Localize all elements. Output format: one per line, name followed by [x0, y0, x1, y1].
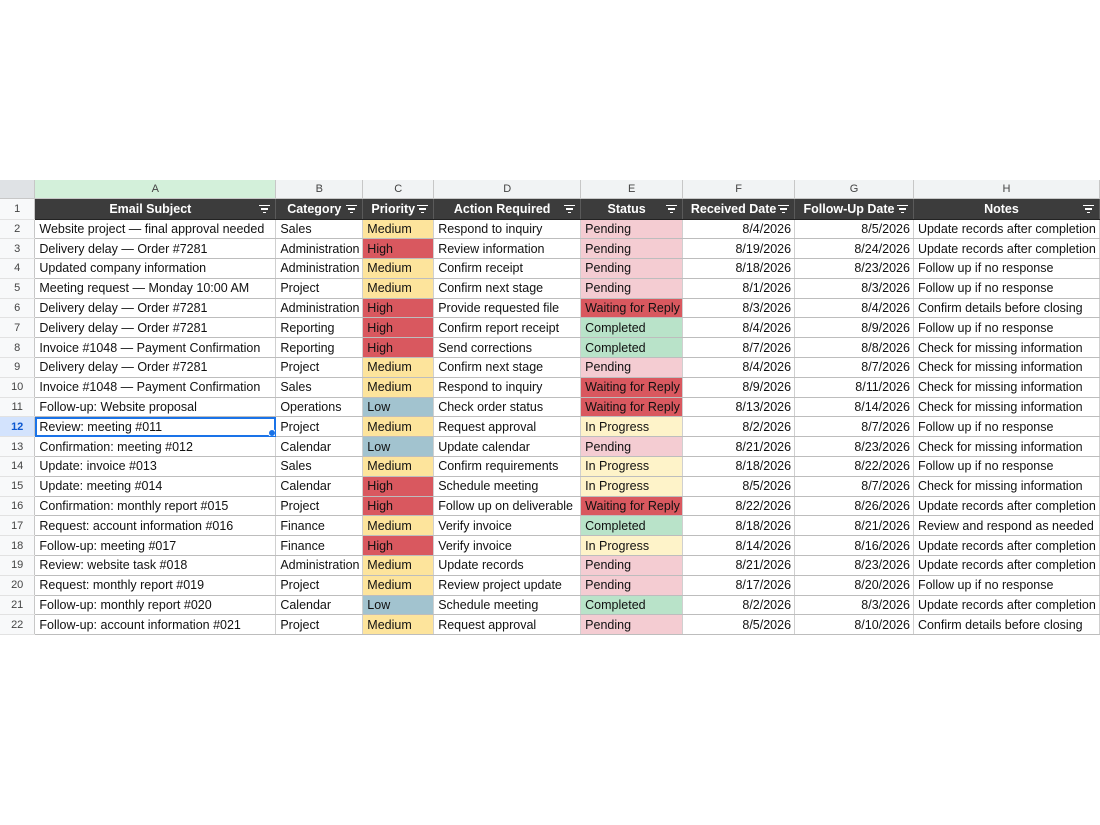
table-row [0, 358, 1100, 378]
cell-priority[interactable]: High [363, 298, 434, 318]
column-header-g[interactable]: G [795, 180, 914, 198]
table-row [0, 377, 1100, 397]
table-row [0, 259, 1100, 279]
table-row [0, 556, 1100, 576]
header-email-subject[interactable] [35, 198, 276, 219]
filter-icon[interactable] [346, 205, 357, 214]
cell-followup[interactable]: 8/16/2026 [795, 536, 914, 556]
cell-action[interactable]: Confirm requirements [434, 457, 581, 477]
cell-action[interactable]: Confirm receipt [434, 259, 581, 279]
cell-priority[interactable]: High [363, 496, 434, 516]
cell-status[interactable]: Waiting for Reply [581, 377, 683, 397]
cell-status[interactable]: Pending [581, 278, 683, 298]
cell-received[interactable]: 8/21/2026 [683, 556, 795, 576]
cell-category[interactable]: Reporting [276, 338, 363, 358]
cell-priority[interactable]: Medium [363, 516, 434, 536]
cell-action[interactable]: Respond to inquiry [434, 219, 581, 239]
cell-notes[interactable]: Update records after completion [913, 239, 1099, 259]
cell-status[interactable]: Waiting for Reply [581, 397, 683, 417]
filter-icon[interactable] [564, 205, 575, 214]
cell-priority[interactable]: Medium [363, 417, 434, 437]
table-row [0, 496, 1100, 516]
cell-priority[interactable]: Low [363, 595, 434, 615]
row-number[interactable]: 4 [0, 259, 35, 279]
cell-status[interactable]: Pending [581, 358, 683, 378]
cell-subject[interactable]: Invoice #1048 — Payment Confirmation [35, 338, 276, 358]
cell-received[interactable]: 8/5/2026 [683, 615, 795, 635]
column-header-e[interactable]: E [581, 180, 683, 198]
cell-priority[interactable]: Medium [363, 556, 434, 576]
select-all-corner[interactable] [0, 180, 35, 198]
cell-received[interactable]: 8/4/2026 [683, 219, 795, 239]
cell-action[interactable]: Update records [434, 556, 581, 576]
cell-subject[interactable]: Updated company information [35, 259, 276, 279]
cell-priority[interactable]: Medium [363, 358, 434, 378]
cell-subject[interactable]: Confirmation: meeting #012 [35, 437, 276, 457]
row-number[interactable]: 5 [0, 278, 35, 298]
cell-status[interactable]: Waiting for Reply [581, 298, 683, 318]
cell-status[interactable]: Pending [581, 239, 683, 259]
cell-received[interactable]: 8/18/2026 [683, 516, 795, 536]
header-label: Priority [371, 201, 416, 216]
cell-received[interactable]: 8/18/2026 [683, 259, 795, 279]
cell-followup[interactable]: 8/9/2026 [795, 318, 914, 338]
cell-followup[interactable]: 8/22/2026 [795, 457, 914, 477]
cell-notes[interactable]: Follow up if no response [913, 575, 1099, 595]
cell-category[interactable]: Project [276, 496, 363, 516]
cell-notes[interactable]: Update records after completion [913, 496, 1099, 516]
table-row [0, 615, 1100, 635]
row-number[interactable]: 20 [0, 575, 35, 595]
cell-notes[interactable]: Follow up if no response [913, 259, 1099, 279]
cell-category[interactable]: Finance [276, 536, 363, 556]
row-number[interactable]: 21 [0, 595, 35, 615]
cell-notes[interactable]: Follow up if no response [913, 457, 1099, 477]
header-label: Follow-Up Date [803, 201, 895, 216]
row-number[interactable]: 2 [0, 219, 35, 239]
cell-received[interactable]: 8/17/2026 [683, 575, 795, 595]
filter-icon[interactable] [666, 205, 677, 214]
spreadsheet-grid [0, 180, 1100, 635]
cell-category[interactable]: Sales [276, 457, 363, 477]
filter-icon[interactable] [778, 205, 789, 214]
cell-priority[interactable]: Medium [363, 457, 434, 477]
fill-handle[interactable] [268, 429, 276, 437]
table-row [0, 338, 1100, 358]
cell-notes[interactable]: Confirm details before closing [913, 615, 1099, 635]
row-number[interactable]: 15 [0, 476, 35, 496]
cell-notes[interactable]: Check for missing information [913, 338, 1099, 358]
cell-notes[interactable]: Review and respond as needed [913, 516, 1099, 536]
cell-notes[interactable]: Confirm details before closing [913, 298, 1099, 318]
cell-notes[interactable]: Update records after completion [913, 536, 1099, 556]
cell-followup[interactable]: 8/10/2026 [795, 615, 914, 635]
cell-action[interactable]: Request approval [434, 417, 581, 437]
cell-notes[interactable]: Update records after completion [913, 595, 1099, 615]
cell-category[interactable]: Project [276, 615, 363, 635]
cell-received[interactable]: 8/2/2026 [683, 417, 795, 437]
cell-notes[interactable]: Check for missing information [913, 358, 1099, 378]
cell-category[interactable]: Reporting [276, 318, 363, 338]
cell-subject[interactable]: Website project — final approval needed [35, 219, 276, 239]
cell-action[interactable]: Review project update [434, 575, 581, 595]
cell-received[interactable]: 8/5/2026 [683, 476, 795, 496]
cell-subject[interactable]: Review: meeting #011 [35, 417, 276, 437]
cell-received[interactable]: 8/22/2026 [683, 496, 795, 516]
column-header-b[interactable]: B [276, 180, 363, 198]
cell-priority[interactable]: High [363, 536, 434, 556]
cell-category[interactable]: Sales [276, 377, 363, 397]
cell-subject[interactable]: Delivery delay — Order #7281 [35, 239, 276, 259]
cell-notes[interactable]: Update records after completion [913, 556, 1099, 576]
cell-subject[interactable]: Request: monthly report #019 [35, 575, 276, 595]
row-number[interactable]: 7 [0, 318, 35, 338]
table-row [0, 219, 1100, 239]
cell-followup[interactable]: 8/5/2026 [795, 219, 914, 239]
cell-received[interactable]: 8/2/2026 [683, 595, 795, 615]
cell-priority[interactable]: Medium [363, 259, 434, 279]
cell-priority[interactable]: Medium [363, 377, 434, 397]
cell-status[interactable]: Pending [581, 575, 683, 595]
cell-action[interactable]: Check order status [434, 397, 581, 417]
cell-category[interactable]: Calendar [276, 437, 363, 457]
table-row [0, 575, 1100, 595]
cell-status[interactable]: Waiting for Reply [581, 496, 683, 516]
table-row [0, 516, 1100, 536]
column-header-c[interactable]: C [363, 180, 434, 198]
cell-priority[interactable]: High [363, 239, 434, 259]
header-label: Category [287, 201, 342, 216]
cell-received[interactable]: 8/14/2026 [683, 536, 795, 556]
cell-subject[interactable]: Follow-up: Website proposal [35, 397, 276, 417]
row-number[interactable]: 14 [0, 457, 35, 477]
cell-notes[interactable]: Follow up if no response [913, 417, 1099, 437]
cell-followup[interactable]: 8/23/2026 [795, 556, 914, 576]
cell-status[interactable]: Pending [581, 259, 683, 279]
cell-notes[interactable]: Check for missing information [913, 437, 1099, 457]
header-received-date[interactable] [683, 198, 795, 219]
cell-received[interactable]: 8/9/2026 [683, 377, 795, 397]
cell-followup[interactable]: 8/21/2026 [795, 516, 914, 536]
row-number[interactable]: 6 [0, 298, 35, 318]
cell-notes[interactable]: Check for missing information [913, 476, 1099, 496]
cell-subject[interactable]: Update: meeting #014 [35, 476, 276, 496]
header-label: Email Subject [109, 201, 192, 216]
cell-followup[interactable]: 8/14/2026 [795, 397, 914, 417]
cell-category[interactable]: Administration [276, 298, 363, 318]
cell-followup[interactable]: 8/24/2026 [795, 239, 914, 259]
cell-status[interactable]: Completed [581, 318, 683, 338]
column-header-a[interactable]: A [35, 180, 276, 198]
cell-priority[interactable]: Medium [363, 615, 434, 635]
column-header-h[interactable]: H [913, 180, 1099, 198]
cell-subject[interactable]: Meeting request — Monday 10:00 AM [35, 278, 276, 298]
table-row [0, 278, 1100, 298]
table-row [0, 437, 1100, 457]
cell-action[interactable]: Update calendar [434, 437, 581, 457]
cell-subject[interactable]: Delivery delay — Order #7281 [35, 298, 276, 318]
cell-subject[interactable]: Follow-up: monthly report #020 [35, 595, 276, 615]
cell-followup[interactable]: 8/26/2026 [795, 496, 914, 516]
cell-received[interactable]: 8/1/2026 [683, 278, 795, 298]
row-number[interactable]: 9 [0, 358, 35, 378]
cell-action[interactable]: Confirm report receipt [434, 318, 581, 338]
cell-category[interactable]: Project [276, 575, 363, 595]
cell-followup[interactable]: 8/7/2026 [795, 417, 914, 437]
cell-subject[interactable]: Follow-up: account information #021 [35, 615, 276, 635]
cell-action[interactable]: Respond to inquiry [434, 377, 581, 397]
filter-icon[interactable] [1083, 205, 1094, 214]
cell-action[interactable]: Schedule meeting [434, 476, 581, 496]
cell-action[interactable]: Provide requested file [434, 298, 581, 318]
filter-icon[interactable] [259, 205, 270, 214]
cell-received[interactable]: 8/3/2026 [683, 298, 795, 318]
cell-status[interactable]: In Progress [581, 536, 683, 556]
row-number[interactable]: 8 [0, 338, 35, 358]
header-label: Received Date [690, 201, 777, 216]
cell-priority[interactable]: High [363, 476, 434, 496]
cell-action[interactable]: Review information [434, 239, 581, 259]
cell-subject[interactable]: Confirmation: monthly report #015 [35, 496, 276, 516]
cell-subject[interactable]: Follow-up: meeting #017 [35, 536, 276, 556]
cell-subject[interactable]: Invoice #1048 — Payment Confirmation [35, 377, 276, 397]
table-row [0, 239, 1100, 259]
cell-received[interactable]: 8/18/2026 [683, 457, 795, 477]
filter-icon[interactable] [897, 205, 908, 214]
cell-followup[interactable]: 8/11/2026 [795, 377, 914, 397]
cell-followup[interactable]: 8/23/2026 [795, 259, 914, 279]
cell-status[interactable]: In Progress [581, 476, 683, 496]
cell-followup[interactable]: 8/23/2026 [795, 437, 914, 457]
row-number[interactable]: 18 [0, 536, 35, 556]
header-priority[interactable] [363, 198, 434, 219]
cell-status[interactable]: Pending [581, 556, 683, 576]
data-table [0, 180, 1100, 635]
cell-received[interactable]: 8/4/2026 [683, 318, 795, 338]
cell-action[interactable]: Send corrections [434, 338, 581, 358]
cell-category[interactable]: Administration [276, 556, 363, 576]
cell-followup[interactable]: 8/4/2026 [795, 298, 914, 318]
cell-status[interactable]: Completed [581, 595, 683, 615]
cell-action[interactable]: Confirm next stage [434, 358, 581, 378]
cell-action[interactable]: Verify invoice [434, 516, 581, 536]
cell-notes[interactable]: Follow up if no response [913, 318, 1099, 338]
cell-followup[interactable]: 8/7/2026 [795, 358, 914, 378]
cell-priority[interactable]: Medium [363, 575, 434, 595]
table-row [0, 318, 1100, 338]
cell-category[interactable]: Project [276, 358, 363, 378]
cell-category[interactable]: Calendar [276, 595, 363, 615]
cell-action[interactable]: Verify invoice [434, 536, 581, 556]
cell-subject[interactable]: Review: website task #018 [35, 556, 276, 576]
cell-action[interactable]: Request approval [434, 615, 581, 635]
table-row [0, 595, 1100, 615]
cell-notes[interactable]: Update records after completion [913, 219, 1099, 239]
cell-status[interactable]: In Progress [581, 417, 683, 437]
cell-followup[interactable]: 8/3/2026 [795, 278, 914, 298]
cell-status[interactable]: In Progress [581, 457, 683, 477]
row-number[interactable]: 10 [0, 377, 35, 397]
cell-category[interactable]: Calendar [276, 476, 363, 496]
table-row [0, 457, 1100, 477]
cell-status[interactable]: Pending [581, 437, 683, 457]
cell-subject[interactable]: Update: invoice #013 [35, 457, 276, 477]
cell-category[interactable]: Administration [276, 239, 363, 259]
cell-followup[interactable]: 8/3/2026 [795, 595, 914, 615]
cell-status[interactable]: Completed [581, 516, 683, 536]
cell-category[interactable]: Project [276, 278, 363, 298]
cell-received[interactable]: 8/13/2026 [683, 397, 795, 417]
table-row [0, 476, 1100, 496]
column-header-row [0, 180, 1100, 198]
cell-status[interactable]: Pending [581, 219, 683, 239]
cell-priority[interactable]: Low [363, 397, 434, 417]
cell-subject[interactable]: Delivery delay — Order #7281 [35, 318, 276, 338]
header-follow-up-date[interactable] [795, 198, 914, 219]
cell-priority[interactable]: High [363, 338, 434, 358]
row-number[interactable]: 13 [0, 437, 35, 457]
header-status[interactable] [581, 198, 683, 219]
cell-followup[interactable]: 8/20/2026 [795, 575, 914, 595]
header-action-required[interactable] [434, 198, 581, 219]
cell-priority[interactable]: Medium [363, 219, 434, 239]
cell-priority[interactable]: Medium [363, 278, 434, 298]
cell-subject[interactable]: Request: account information #016 [35, 516, 276, 536]
cell-category[interactable]: Operations [276, 397, 363, 417]
table-row [0, 298, 1100, 318]
cell-followup[interactable]: 8/8/2026 [795, 338, 914, 358]
cell-priority[interactable]: Low [363, 437, 434, 457]
cell-followup[interactable]: 8/7/2026 [795, 476, 914, 496]
row-number[interactable]: 3 [0, 239, 35, 259]
cell-subject[interactable]: Delivery delay — Order #7281 [35, 358, 276, 378]
row-number[interactable]: 1 [0, 198, 35, 219]
cell-category[interactable]: Administration [276, 259, 363, 279]
column-header-f[interactable]: F [683, 180, 795, 198]
cell-action[interactable]: Schedule meeting [434, 595, 581, 615]
filter-icon[interactable] [417, 205, 428, 214]
header-notes[interactable] [913, 198, 1099, 219]
cell-notes[interactable]: Check for missing information [913, 397, 1099, 417]
table-row [0, 417, 1100, 437]
cell-received[interactable]: 8/19/2026 [683, 239, 795, 259]
cell-category[interactable]: Sales [276, 219, 363, 239]
header-label: Status [607, 201, 646, 216]
cell-notes[interactable]: Follow up if no response [913, 278, 1099, 298]
cell-received[interactable]: 8/7/2026 [683, 338, 795, 358]
cell-action[interactable]: Follow up on deliverable [434, 496, 581, 516]
header-label: Notes [984, 201, 1019, 216]
row-number[interactable]: 22 [0, 615, 35, 635]
cell-notes[interactable]: Check for missing information [913, 377, 1099, 397]
cell-priority[interactable]: High [363, 318, 434, 338]
table-row [0, 397, 1100, 417]
row-number[interactable]: 11 [0, 397, 35, 417]
cell-status[interactable]: Pending [581, 615, 683, 635]
row-number[interactable]: 19 [0, 556, 35, 576]
row-number[interactable]: 17 [0, 516, 35, 536]
cell-category[interactable]: Project [276, 417, 363, 437]
table-row [0, 536, 1100, 556]
table-header-row [0, 198, 1100, 219]
cell-received[interactable]: 8/21/2026 [683, 437, 795, 457]
cell-action[interactable]: Confirm next stage [434, 278, 581, 298]
column-header-d[interactable]: D [434, 180, 581, 198]
header-category[interactable] [276, 198, 363, 219]
cell-status[interactable]: Completed [581, 338, 683, 358]
row-number[interactable]: 12 [0, 417, 35, 437]
header-label: Action Required [453, 201, 551, 216]
row-number[interactable]: 16 [0, 496, 35, 516]
cell-category[interactable]: Finance [276, 516, 363, 536]
cell-received[interactable]: 8/4/2026 [683, 358, 795, 378]
